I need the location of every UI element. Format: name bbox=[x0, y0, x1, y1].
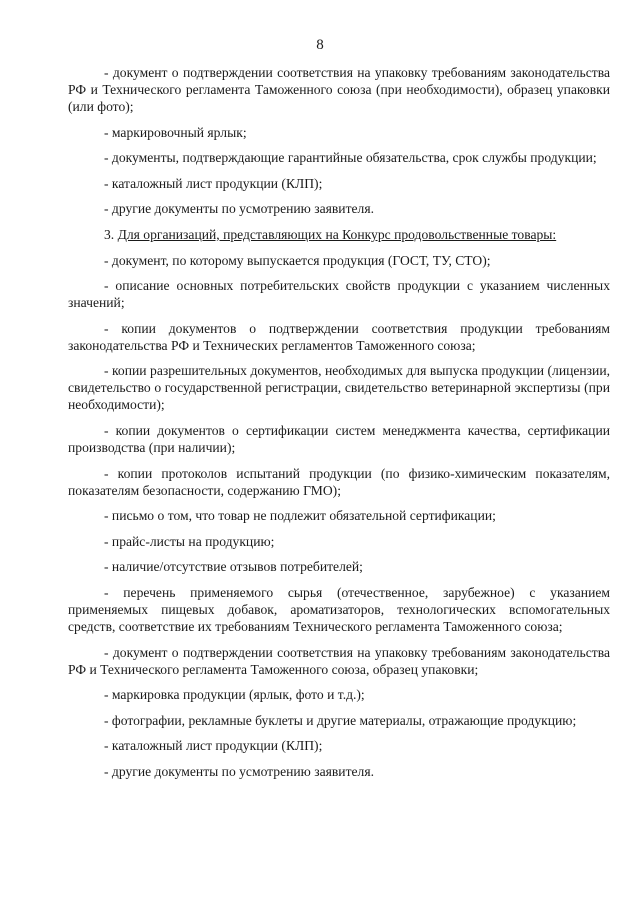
paragraph: - описание основных потребительских свойств продукции с указанием численных значений; bbox=[68, 278, 610, 311]
paragraph: - копии разрешительных документов, необходимых для выпуска продукции (лицензии, свидетельство о государственной регистрации, свидетельство ветеринарной экспертизы (при необходимости); bbox=[68, 363, 610, 413]
paragraph: - документ, по которому выпускается продукция (ГОСТ, ТУ, СТО); bbox=[104, 252, 491, 268]
page-number: 8 bbox=[316, 37, 324, 53]
paragraph: - маркировочный ярлык; bbox=[104, 124, 247, 140]
section-number: 3. bbox=[104, 226, 118, 242]
paragraph: - копии документов о подтверждении соответствия продукции требованиям законодательства РФ и Технических регламентов Таможенного союза; bbox=[68, 320, 610, 353]
paragraph: - письмо о том, что товар не подлежит обязательной сертификации; bbox=[104, 508, 496, 524]
paragraph: - другие документы по усмотрению заявителя. bbox=[104, 763, 374, 779]
paragraph: - каталожный лист продукции (КЛП); bbox=[104, 738, 323, 754]
paragraph: - документ о подтверждении соответствия на упаковку требованиям законодательства РФ и Технического регламента Таможенного союза, образец упаковки; bbox=[68, 644, 610, 677]
paragraph: - наличие/отсутствие отзывов потребителей; bbox=[104, 559, 363, 575]
paragraph: - документы, подтверждающие гарантийные обязательства, срок службы продукции; bbox=[104, 150, 597, 166]
paragraph: - другие документы по усмотрению заявителя. bbox=[104, 201, 374, 217]
paragraph: - документ о подтверждении соответствия на упаковку требованиям законодательства РФ и Технического регламента Таможенного союза (при необходимости), образец упаковки (или фото); bbox=[68, 65, 610, 114]
paragraph: - копии документов о сертификации систем менеджмента качества, сертификации производства (при наличии); bbox=[68, 422, 610, 455]
paragraph: - маркировка продукции (ярлык, фото и т.д.); bbox=[104, 687, 365, 703]
paragraph: - фотографии, рекламные буклеты и другие материалы, отражающие продукцию; bbox=[104, 712, 577, 728]
paragraph: - прайс-листы на продукцию; bbox=[104, 533, 275, 549]
document-body bbox=[68, 64, 610, 788]
section-title: Для организаций, представляющих на Конкурс продовольственные товары: bbox=[117, 226, 557, 242]
paragraph: - перечень применяемого сырья (отечественное, зарубежное) с указанием применяемых пищевых добавок, ароматизаторов, технологических вспомогательных средств, соответствие их требованиям Технического регламента Таможенного союза; bbox=[68, 584, 610, 634]
paragraph: - копии протоколов испытаний продукции (по физико-химическим показателям, показателям безопасности, содержанию ГМО); bbox=[68, 465, 610, 498]
paragraph: - каталожный лист продукции (КЛП); bbox=[104, 175, 323, 191]
section-heading bbox=[68, 226, 610, 243]
